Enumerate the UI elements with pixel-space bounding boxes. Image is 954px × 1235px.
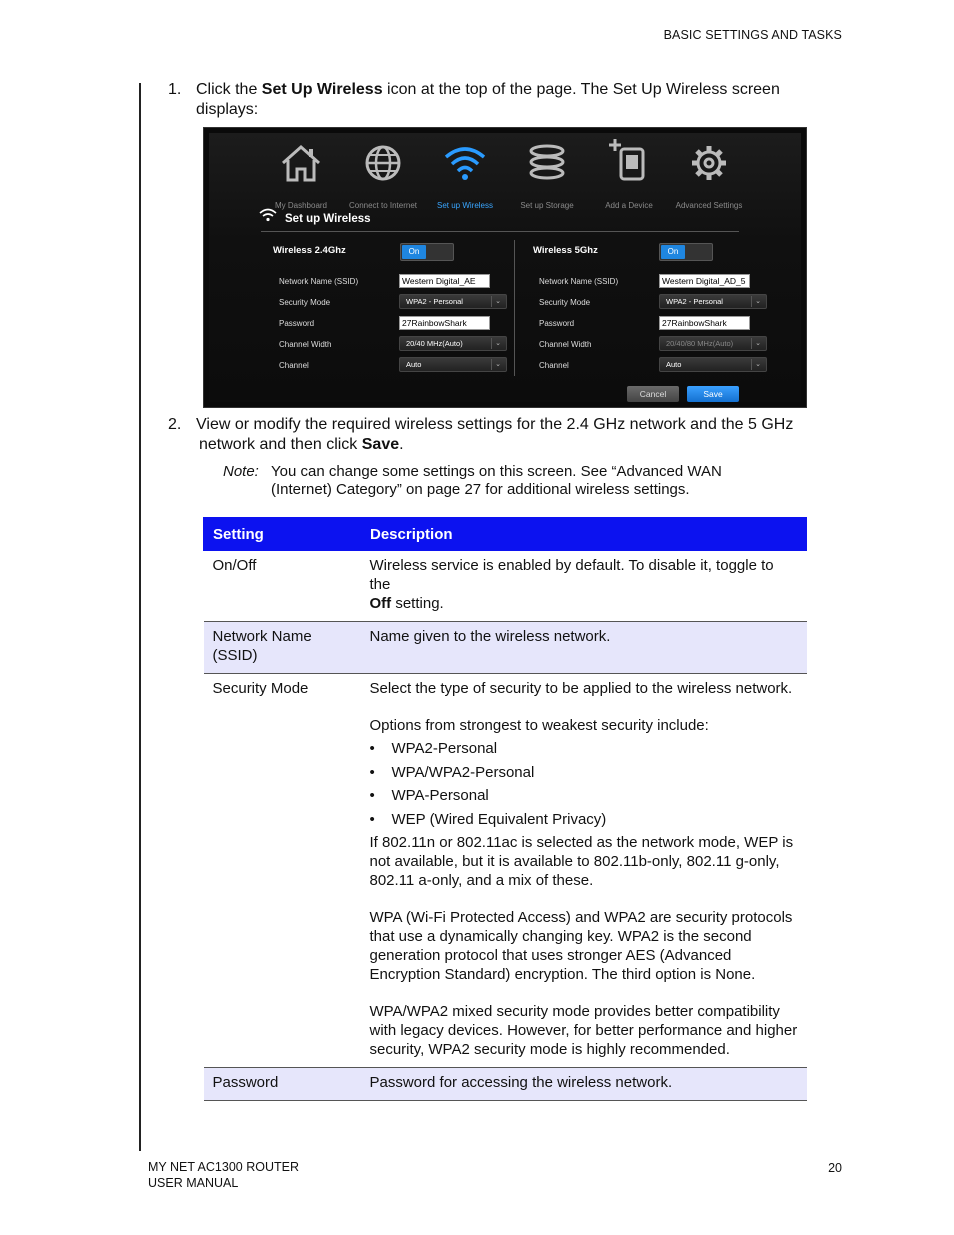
section-header: BASIC SETTINGS AND TASKS [663, 28, 842, 42]
chevron-down-icon: ⌄ [491, 338, 504, 349]
nav-label-active: Set up Wireless [436, 201, 494, 210]
wireless-5-toggle[interactable] [659, 243, 713, 261]
field-label: Password [539, 319, 575, 328]
cancel-button[interactable]: Cancel [627, 386, 679, 402]
chevron-down-icon: ⌄ [751, 296, 764, 307]
home-icon [261, 143, 341, 183]
field-label: Channel Width [279, 340, 332, 349]
gear-icon [669, 143, 749, 183]
nav-label: Connect to Internet [348, 201, 418, 210]
channel-width-24-select[interactable] [399, 336, 507, 351]
security-5-select[interactable] [659, 294, 767, 309]
description-text: Options from strongest to weakest security include: [369, 717, 709, 734]
step-text: icon at the top of the page. The Set Up Wireless screen [382, 81, 780, 98]
nav-add-device[interactable] [589, 143, 669, 210]
setting-cell [204, 622, 361, 674]
divider [261, 231, 739, 232]
field-label: Network Name (SSID) [539, 277, 619, 286]
list-item: • WPA2-Personal [370, 739, 798, 763]
nav-my-dashboard[interactable] [261, 143, 341, 210]
chevron-down-icon: ⌄ [491, 359, 504, 370]
wifi-icon [425, 143, 505, 183]
save-button[interactable]: Save [687, 386, 739, 402]
nav-connect-internet[interactable] [343, 143, 423, 210]
globe-icon [343, 143, 423, 183]
table-row [204, 551, 807, 622]
list-item: • WPA/WPA2-Personal [370, 763, 798, 787]
table-row [204, 674, 807, 1068]
description-text: WPA/WPA2 mixed security mode provides better compatibility with legacy devices. However, for better performance and higher security, WPA2 security mode is highly recommended. [369, 1003, 798, 1058]
wireless-24-toggle[interactable] [400, 243, 454, 261]
step-text: Click the [196, 81, 262, 98]
chevron-down-icon: ⌄ [751, 338, 764, 349]
wireless-24-heading: Wireless 2.4Ghz [273, 245, 346, 256]
description-bold: Off [369, 595, 392, 612]
security-options-list [370, 739, 798, 833]
storage-icon [507, 143, 587, 183]
select-value: Auto [406, 360, 422, 369]
channel-width-5-select[interactable] [659, 336, 767, 351]
field-label: Network Name (SSID) [279, 277, 359, 286]
select-value: 20/40 MHz(Auto) [406, 339, 463, 348]
list-item: • WPA-Personal [370, 786, 798, 810]
select-value: WPA2 - Personal [666, 297, 723, 306]
nav-label: Advanced Settings [675, 201, 743, 210]
wifi-small-icon [259, 208, 277, 227]
ssid-24-input[interactable]: Western Digital_AE [399, 274, 490, 288]
panel-title: Set up Wireless [285, 213, 371, 225]
step-text: . [399, 436, 404, 453]
field-label: Security Mode [539, 298, 591, 307]
chevron-down-icon: ⌄ [751, 359, 764, 370]
nav-setup-storage[interactable] [507, 143, 587, 210]
field-label: Channel [539, 361, 569, 370]
password-5-input[interactable]: 27RainbowShark [659, 316, 750, 330]
step-1 [168, 80, 818, 122]
description-text: setting. [391, 595, 444, 612]
description-text: WPA (Wi-Fi Protected Access) and WPA2 are security protocols that use a dynamically changing key. WPA2 is the second generation protocol that uses stronger AES (Advanced Encryption Standard) encryption. The third option is None. [369, 909, 793, 983]
field-label: Channel Width [539, 340, 592, 349]
step-bold: Set Up Wireless [261, 81, 383, 98]
left-margin-rule [139, 83, 141, 1151]
step-bold: Save [361, 436, 400, 453]
note-text: You can change some settings on this screen. See “Advanced WAN [271, 463, 722, 480]
channel-5-select[interactable] [659, 357, 767, 372]
setting-cell: On/Off [204, 551, 361, 622]
column-header: Setting [204, 518, 361, 551]
step-2 [168, 415, 828, 457]
password-24-input[interactable]: 27RainbowShark [399, 316, 490, 330]
channel-24-select[interactable] [399, 357, 507, 372]
description-text: If 802.11n or 802.11ac is selected as the network mode, WEP is not available, but it is available to 802.11b-only, 802.11 g-only, 802.11 a-only, and a mix of these. [369, 834, 794, 889]
description-cell [361, 674, 807, 1068]
description-cell [361, 551, 807, 622]
step-text: displays: [196, 101, 259, 118]
nav-label: My Dashboard [274, 201, 328, 210]
setting-text: (SSID) [212, 647, 258, 664]
field-label: Password [279, 319, 315, 328]
description-cell: Name given to the wireless network. [361, 622, 807, 674]
description-cell: Password for accessing the wireless network. [361, 1068, 807, 1101]
select-value: Auto [666, 360, 682, 369]
select-value: 20/40/80 MHz(Auto) [666, 339, 734, 348]
page-number: 20 [828, 1161, 842, 1175]
divider [514, 240, 515, 376]
step-text: View or modify the required wireless settings for the 2.4 GHz network and the 5 GHz [196, 416, 794, 433]
field-label: Channel [279, 361, 309, 370]
setting-text: Network Name [212, 628, 312, 645]
table-row [204, 1068, 807, 1101]
table-header-row [204, 518, 807, 551]
router-screenshot [203, 127, 807, 408]
settings-table [203, 517, 807, 1101]
note-label: Note: [223, 463, 259, 480]
nav-advanced-settings[interactable] [669, 143, 749, 210]
footer [148, 1159, 299, 1191]
setting-cell: Password [204, 1068, 361, 1101]
step-number: 1. [168, 81, 182, 98]
step-text: network and then click [199, 436, 362, 453]
footer-title: MY NET AC1300 ROUTER [148, 1160, 299, 1174]
select-value: WPA2 - Personal [406, 297, 463, 306]
nav-label: Add a Device [605, 201, 653, 210]
description-text: Select the type of security to be applied to the wireless network. [369, 680, 793, 697]
nav-label: Set up Storage [520, 201, 574, 210]
toggle-on-label: On [402, 245, 426, 259]
field-label: Security Mode [279, 298, 331, 307]
setting-cell: Security Mode [204, 674, 361, 1068]
ssid-5-input[interactable]: Western Digital_AD_5 [659, 274, 750, 288]
add-device-icon [589, 137, 669, 181]
note [223, 463, 783, 503]
security-24-select[interactable] [399, 294, 507, 309]
table-row [204, 622, 807, 674]
step-number: 2. [168, 416, 182, 433]
footer-subtitle: USER MANUAL [148, 1176, 239, 1190]
description-text: Wireless service is enabled by default. To disable it, toggle to the [369, 557, 774, 593]
column-header: Description [361, 518, 807, 551]
nav-setup-wireless[interactable] [425, 143, 505, 210]
list-item: • WEP (Wired Equivalent Privacy) [370, 810, 798, 834]
chevron-down-icon: ⌄ [491, 296, 504, 307]
note-text: (Internet) Category” on page 27 for additional wireless settings. [271, 481, 690, 498]
wireless-5-heading: Wireless 5Ghz [533, 245, 598, 256]
toggle-on-label: On [661, 245, 685, 259]
